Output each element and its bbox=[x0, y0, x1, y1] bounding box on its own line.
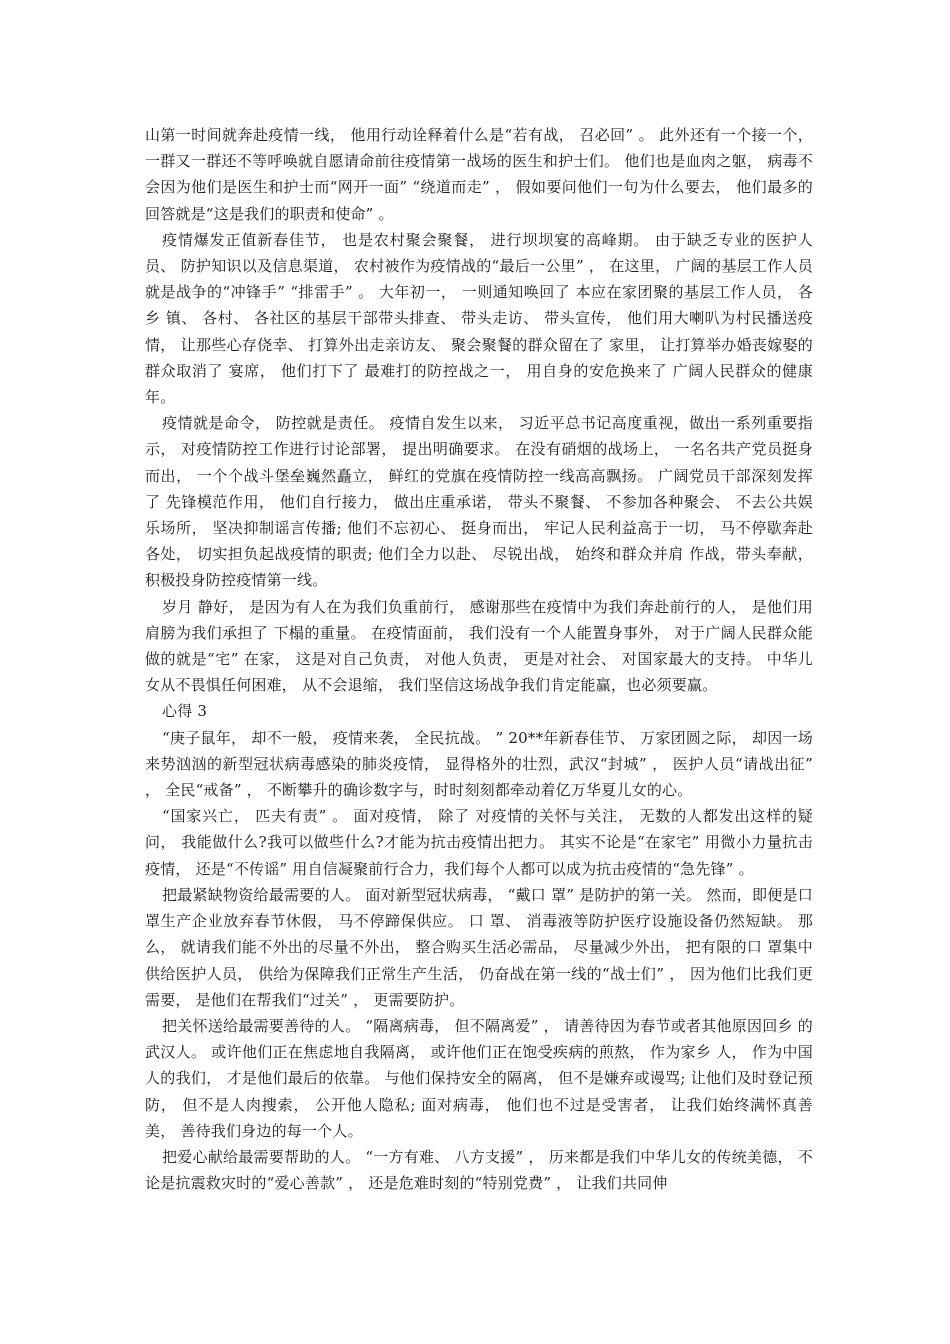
paragraph-continued: 山第一时间就奔赴疫情一线， 他用行动诠释着什么是“若有战， 召必回” 。 此外还有一个接一个， 一群又一群还不等呼唤就自愿请命前往疫情第一战场的医生和护士们。 他们也是血肉之躯， 病毒不会因为他们是医生和护士而“网开一面” “绕道而走” ， 假如要问他们一句为什么要去， 他们最多的回答就是“这是我们的职责和使命” 。 bbox=[145, 126, 818, 223]
paragraph-rural-grassroots: 疫情爆发正值新春佳节， 也是农村聚会聚餐， 进行坝坝宴的高峰期。 由于缺乏专业的医护人员、 防护知识以及信息渠道， 农村被作为疫情战的“最后一公里” ， 在这里， 广阔的基层工作人员就是战争的“冲锋手” “排雷手” 。 大年初一， 一则通知唤回了 本应在家团聚的基层工作人员， 各乡 镇、 各村、 各社区的基层干部带头排查、 带头走访、 带头宣传， 他们用大喇叭为村民播送疫情， 让那些心存侥幸、 打算外出走亲访友、 聚会聚餐的群众留在了 家里， 让打算举办婚丧嫁娶的群众取消了 宴席， 他们打下了 最难打的防控战之一， 用自身的安危换来了 广阔人民群众的健康年。 bbox=[145, 230, 813, 407]
paragraph-care: 把关怀送给最需要善待的人。 “隔离病毒， 但不隔离爱” ， 请善待因为春节或者其他原因回乡 的武汉人。 或许他们正在焦虑地自我隔离， 或许他们正在饱受疾病的煎熬， 作为家乡 人， 作为中国人的我们， 才是他们最后的依靠。 与他们保持安全的隔离， 但不是嫌弃或谩骂; 让他们及时登记预防， 但不是人肉搜索， 公开他人隐私; 面对病毒， 他们也不过是受害者， 让我们始终满怀真善美， 善待我们身边的每一个人。 bbox=[145, 1016, 813, 1140]
paragraph-new-year: “庚子鼠年， 却不一般， 疫情来袭， 全民抗战。 ” 20**年新春佳节、 万家团圆之际， 却因一场来势汹汹的新型冠状病毒感染的肺炎疫情， 显得格外的壮烈，武汉“封城” ， 医护人员“请战出征” ， 全民“戒备” ， 不断攀升的确诊数字与，时时刻刻都牵动着亿万华夏儿女的心。 bbox=[145, 728, 818, 800]
paragraph-stay-home: 岁月 静好， 是因为有人在为我们负重前行， 感谢那些在疫情中为我们奔赴前行的人， 是他们用肩膀为我们承担了 下榻的重量。 在疫情面前， 我们没有一个人能置身事外， 对于广阔人民群众能做的就是“宅” 在家， 这是对自己负责， 对他人负责， 更是对社会、 对国家最大的支持。 中华儿女从不畏惧任何困难， 从不会退缩， 我们坚信这场战争我们肯定能赢，也必须要赢。 bbox=[145, 597, 813, 695]
document-page bbox=[145, 122, 818, 1196]
paragraph-help: 把爱心献给最需要帮助的人。 “一方有难、 八方支援” ， 历来都是我们中华儿女的传统美德， 不论是抗震救灾时的“爱心善款” ， 还是危难时刻的“特别党费” ， 让我们共同伸 bbox=[145, 1147, 813, 1193]
section-heading: 心得 3 bbox=[162, 702, 208, 721]
paragraph-responsibility: “国家兴亡， 匹夫有责” 。 面对疫情， 除了 对疫情的关怀与关注， 无数的人都发出这样的疑问， 我能做什么?我可以做些什么?才能为抗击疫情出把力。 其实不论是“在家宅” 用微小力量抗击疫情， 还是“不传谣” 用自信凝聚前行合力，我们每个人都可以成为抗击疫情的“急先锋” 。 bbox=[145, 807, 813, 878]
paragraph-masks: 把最紧缺物资给最需要的人。 面对新型冠状病毒， “戴口 罩” 是防护的第一关。 然而，即便是口 罩生产企业放弃春节休假， 马不停蹄保供应。 口 罩、 消毒液等防护医疗设施设备仍然短缺。 那么， 就请我们能不外出的尽量不外出， 整合购买生活必需品， 尽量减少外出， 把有限的口 罩集中供给医护人员， 供给为保障我们正常生产生活， 仍奋战在第一线的“战士们” ， 因为他们比我们更需要， 是他们在帮我们“过关” ， 更需要防护。 bbox=[145, 885, 818, 1009]
paragraph-party-members: 疫情就是命令， 防控就是责任。 疫情自发生以来， 习近平总书记高度重视，做出一系列重要指示， 对疫情防控工作进行讨论部署， 提出明确要求。 在没有硝烟的战场上， 一名名共产党员挺身而出， 一个个战斗堡垒巍然矗立， 鲜红的党旗在疫情防控一线高高飘扬。 广阔党员干部深刻发挥了 先锋模范作用， 他们自行接力， 做出庄重承诺， 带头不聚餐、 不参加各种聚会、 不去公共娱乐场所， 坚决抑制谣言传播; 他们不忘初心、 挺身而出， 牢记人民利益高于一切， 马不停歇奔赴各处， 切实担负起战疫情的职责; 他们全力以赴、 尽锐出战， 始终和群众并肩 作战，带头奉献， 积极投身防控疫情第一线。 bbox=[145, 414, 818, 590]
